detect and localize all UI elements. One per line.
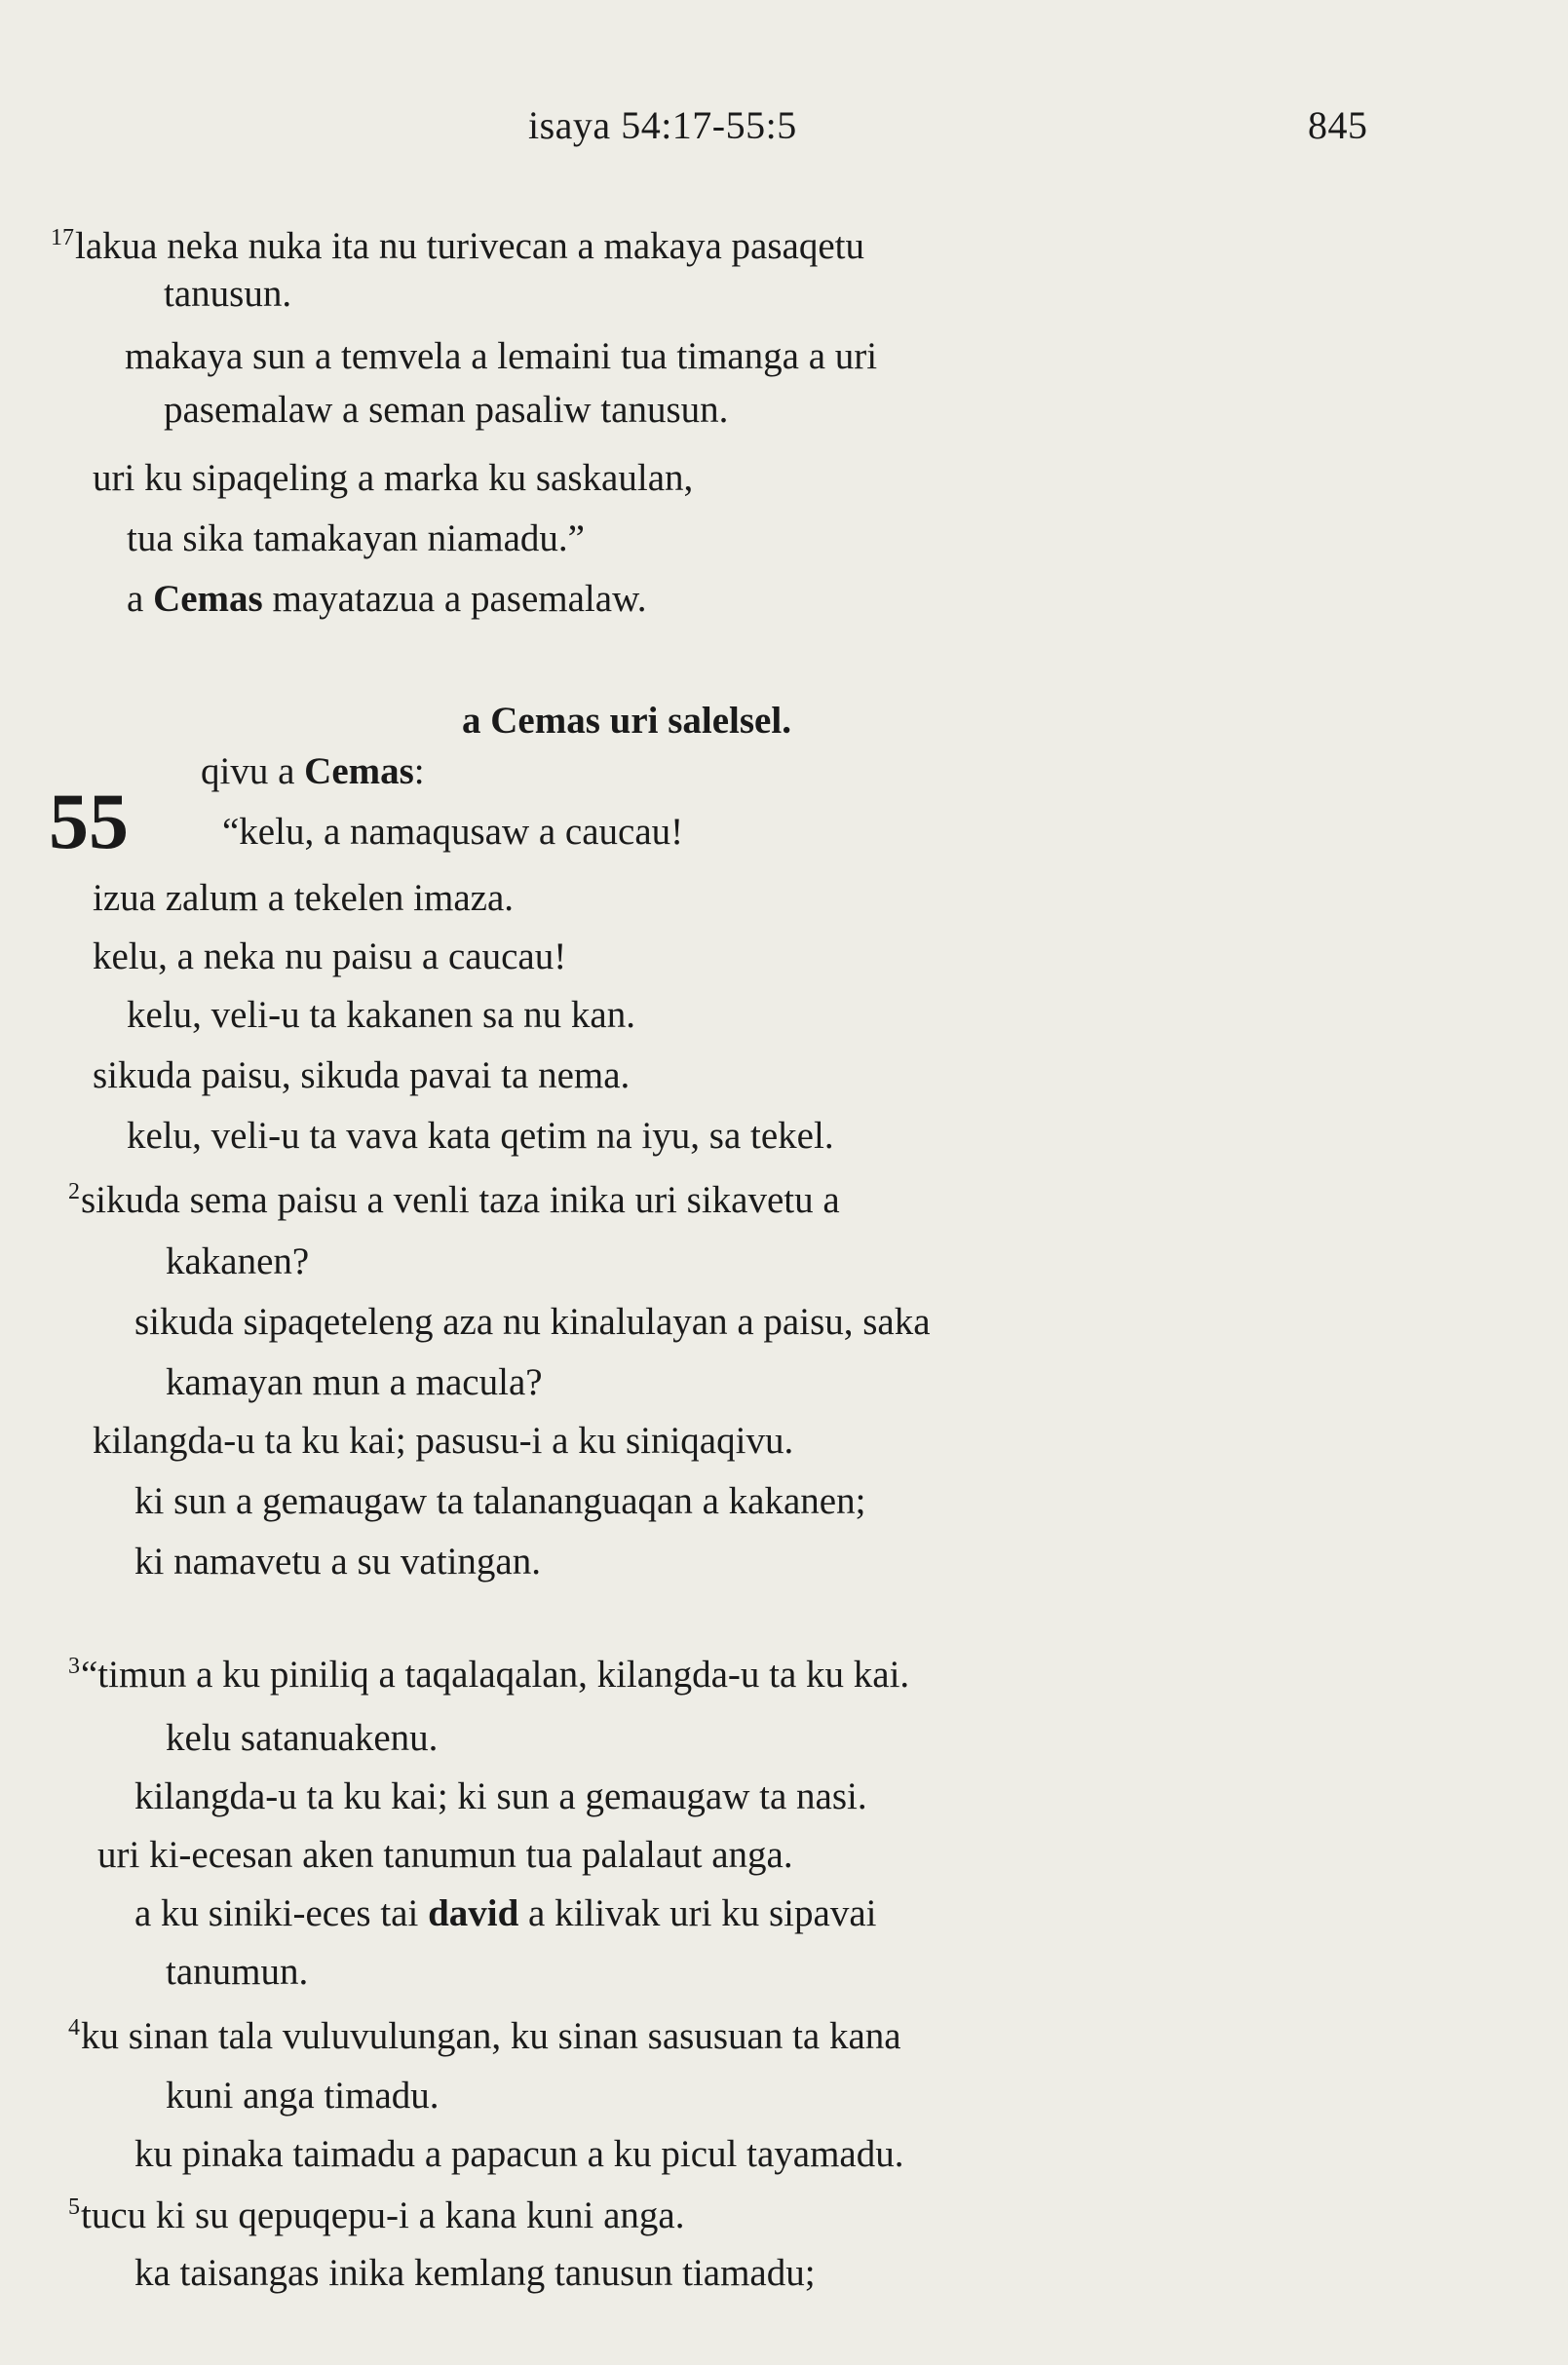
line-text: kuni anga timadu.	[166, 2075, 440, 2117]
section-heading: a Cemas uri salelsel.	[462, 700, 791, 742]
line-text: mayatazua a pasemalaw.	[262, 578, 647, 620]
text-line	[134, 1777, 867, 1815]
line-text: ki namavetu a su vatingan.	[134, 1541, 541, 1583]
text-line	[93, 1422, 793, 1460]
text-line	[93, 937, 566, 975]
line-text: ku sinan tala vuluvulungan, ku sinan sasusuan ta kana	[81, 2015, 901, 2057]
text-line	[127, 519, 585, 557]
line-text: ka taisangas inika kemlang tanusun tiamadu;	[134, 2252, 816, 2294]
text-line	[164, 275, 291, 313]
text-line	[166, 2077, 440, 2115]
line-text: uri ki-ecesan aken tanumun tua palalaut anga.	[97, 1834, 793, 1876]
text-line	[134, 1482, 865, 1520]
line-text: makaya sun a temvela a lemaini tua timanga a uri	[125, 335, 878, 377]
running-header-title: isaya 54:17-55:5	[528, 103, 797, 147]
line-text: kelu, veli-u ta vava kata qetim na iyu, sa tekel.	[127, 1115, 834, 1157]
text-line	[93, 1056, 630, 1094]
text-line	[127, 996, 635, 1034]
verse-line	[68, 1180, 840, 1219]
verse-line	[68, 2016, 901, 2055]
text-line	[164, 391, 728, 429]
line-text: uri ku sipaqeling a marka ku saskaulan,	[93, 457, 694, 499]
line-text: ku pinaka taimadu a papacun a ku picul tayamadu.	[134, 2133, 904, 2175]
verse-number: 2	[68, 1179, 80, 1204]
chapter-number: 55	[49, 777, 129, 865]
bold-name: Cemas	[304, 750, 414, 792]
line-text: ki sun a gemaugaw ta talananguaqan a kakanen;	[134, 1480, 866, 1522]
text-line	[134, 2135, 903, 2173]
line-text: lakua neka nuka ita nu turivecan a makaya pasaqetu	[75, 225, 864, 267]
line-text: kamayan mun a macula?	[166, 1361, 543, 1403]
verse-number: 4	[68, 2015, 80, 2041]
text-line	[93, 879, 514, 917]
line-text: tanusun.	[164, 273, 292, 315]
line-text: a ku siniki-eces tai	[134, 1892, 429, 1934]
line-text: tanumun.	[166, 1951, 309, 1993]
verse-number: 5	[68, 2194, 80, 2220]
line-text: kilangda-u ta ku kai; pasusu-i a ku siniqaqivu.	[93, 1420, 794, 1462]
text-line	[166, 1363, 543, 1401]
verse-line	[68, 2195, 685, 2234]
text-line	[93, 459, 693, 497]
bold-name: david	[428, 1892, 519, 1934]
verse-number: 17	[51, 225, 74, 250]
line-text: pasemalaw a seman pasaliw tanusun.	[164, 389, 729, 431]
text-line	[134, 1894, 876, 1932]
line-text: sikuda sipaqeteleng aza nu kinalulayan a paisu, saka	[134, 1301, 931, 1343]
line-text: kilangda-u ta ku kai; ki sun a gemaugaw ta nasi.	[134, 1775, 867, 1817]
text-line	[201, 752, 425, 790]
line-text: “kelu, a namaqusaw a caucau!	[222, 811, 684, 853]
text-line	[222, 813, 683, 851]
verse-line	[51, 226, 864, 265]
text-line	[127, 1117, 834, 1155]
line-text: qivu a	[201, 750, 305, 792]
text-line	[134, 1303, 931, 1341]
line-text: tua sika tamakayan niamadu.”	[127, 517, 585, 559]
verse-line	[68, 1655, 909, 1694]
text-line	[166, 1242, 309, 1280]
line-text: “timun a ku piniliq a taqalaqalan, kilangda-u ta ku kai.	[81, 1654, 910, 1696]
line-text: sikuda sema paisu a venli taza inika uri sikavetu a	[81, 1179, 840, 1221]
text-line	[134, 1543, 541, 1581]
line-text: :	[413, 750, 425, 792]
line-text: sikuda paisu, sikuda pavai ta nema.	[93, 1054, 631, 1096]
line-text: tucu ki su qepuqepu-i a kana kuni anga.	[81, 2194, 685, 2236]
text-line	[97, 1836, 793, 1874]
text-line	[127, 580, 646, 618]
text-line	[166, 1953, 308, 1991]
line-text: a	[127, 578, 154, 620]
bold-name: Cemas	[153, 578, 263, 620]
page-number: 845	[1308, 103, 1368, 147]
text-line	[166, 1719, 438, 1757]
line-text: kelu, veli-u ta kakanen sa nu kan.	[127, 994, 635, 1036]
line-text: izua zalum a tekelen imaza.	[93, 877, 515, 919]
line-text: kakanen?	[166, 1240, 310, 1282]
verse-number: 3	[68, 1654, 80, 1679]
text-line	[125, 337, 877, 375]
line-text: a kilivak uri ku sipavai	[518, 1892, 877, 1934]
line-text: kelu satanuakenu.	[166, 1717, 439, 1759]
line-text: kelu, a neka nu paisu a caucau!	[93, 935, 567, 977]
text-line	[134, 2254, 816, 2292]
